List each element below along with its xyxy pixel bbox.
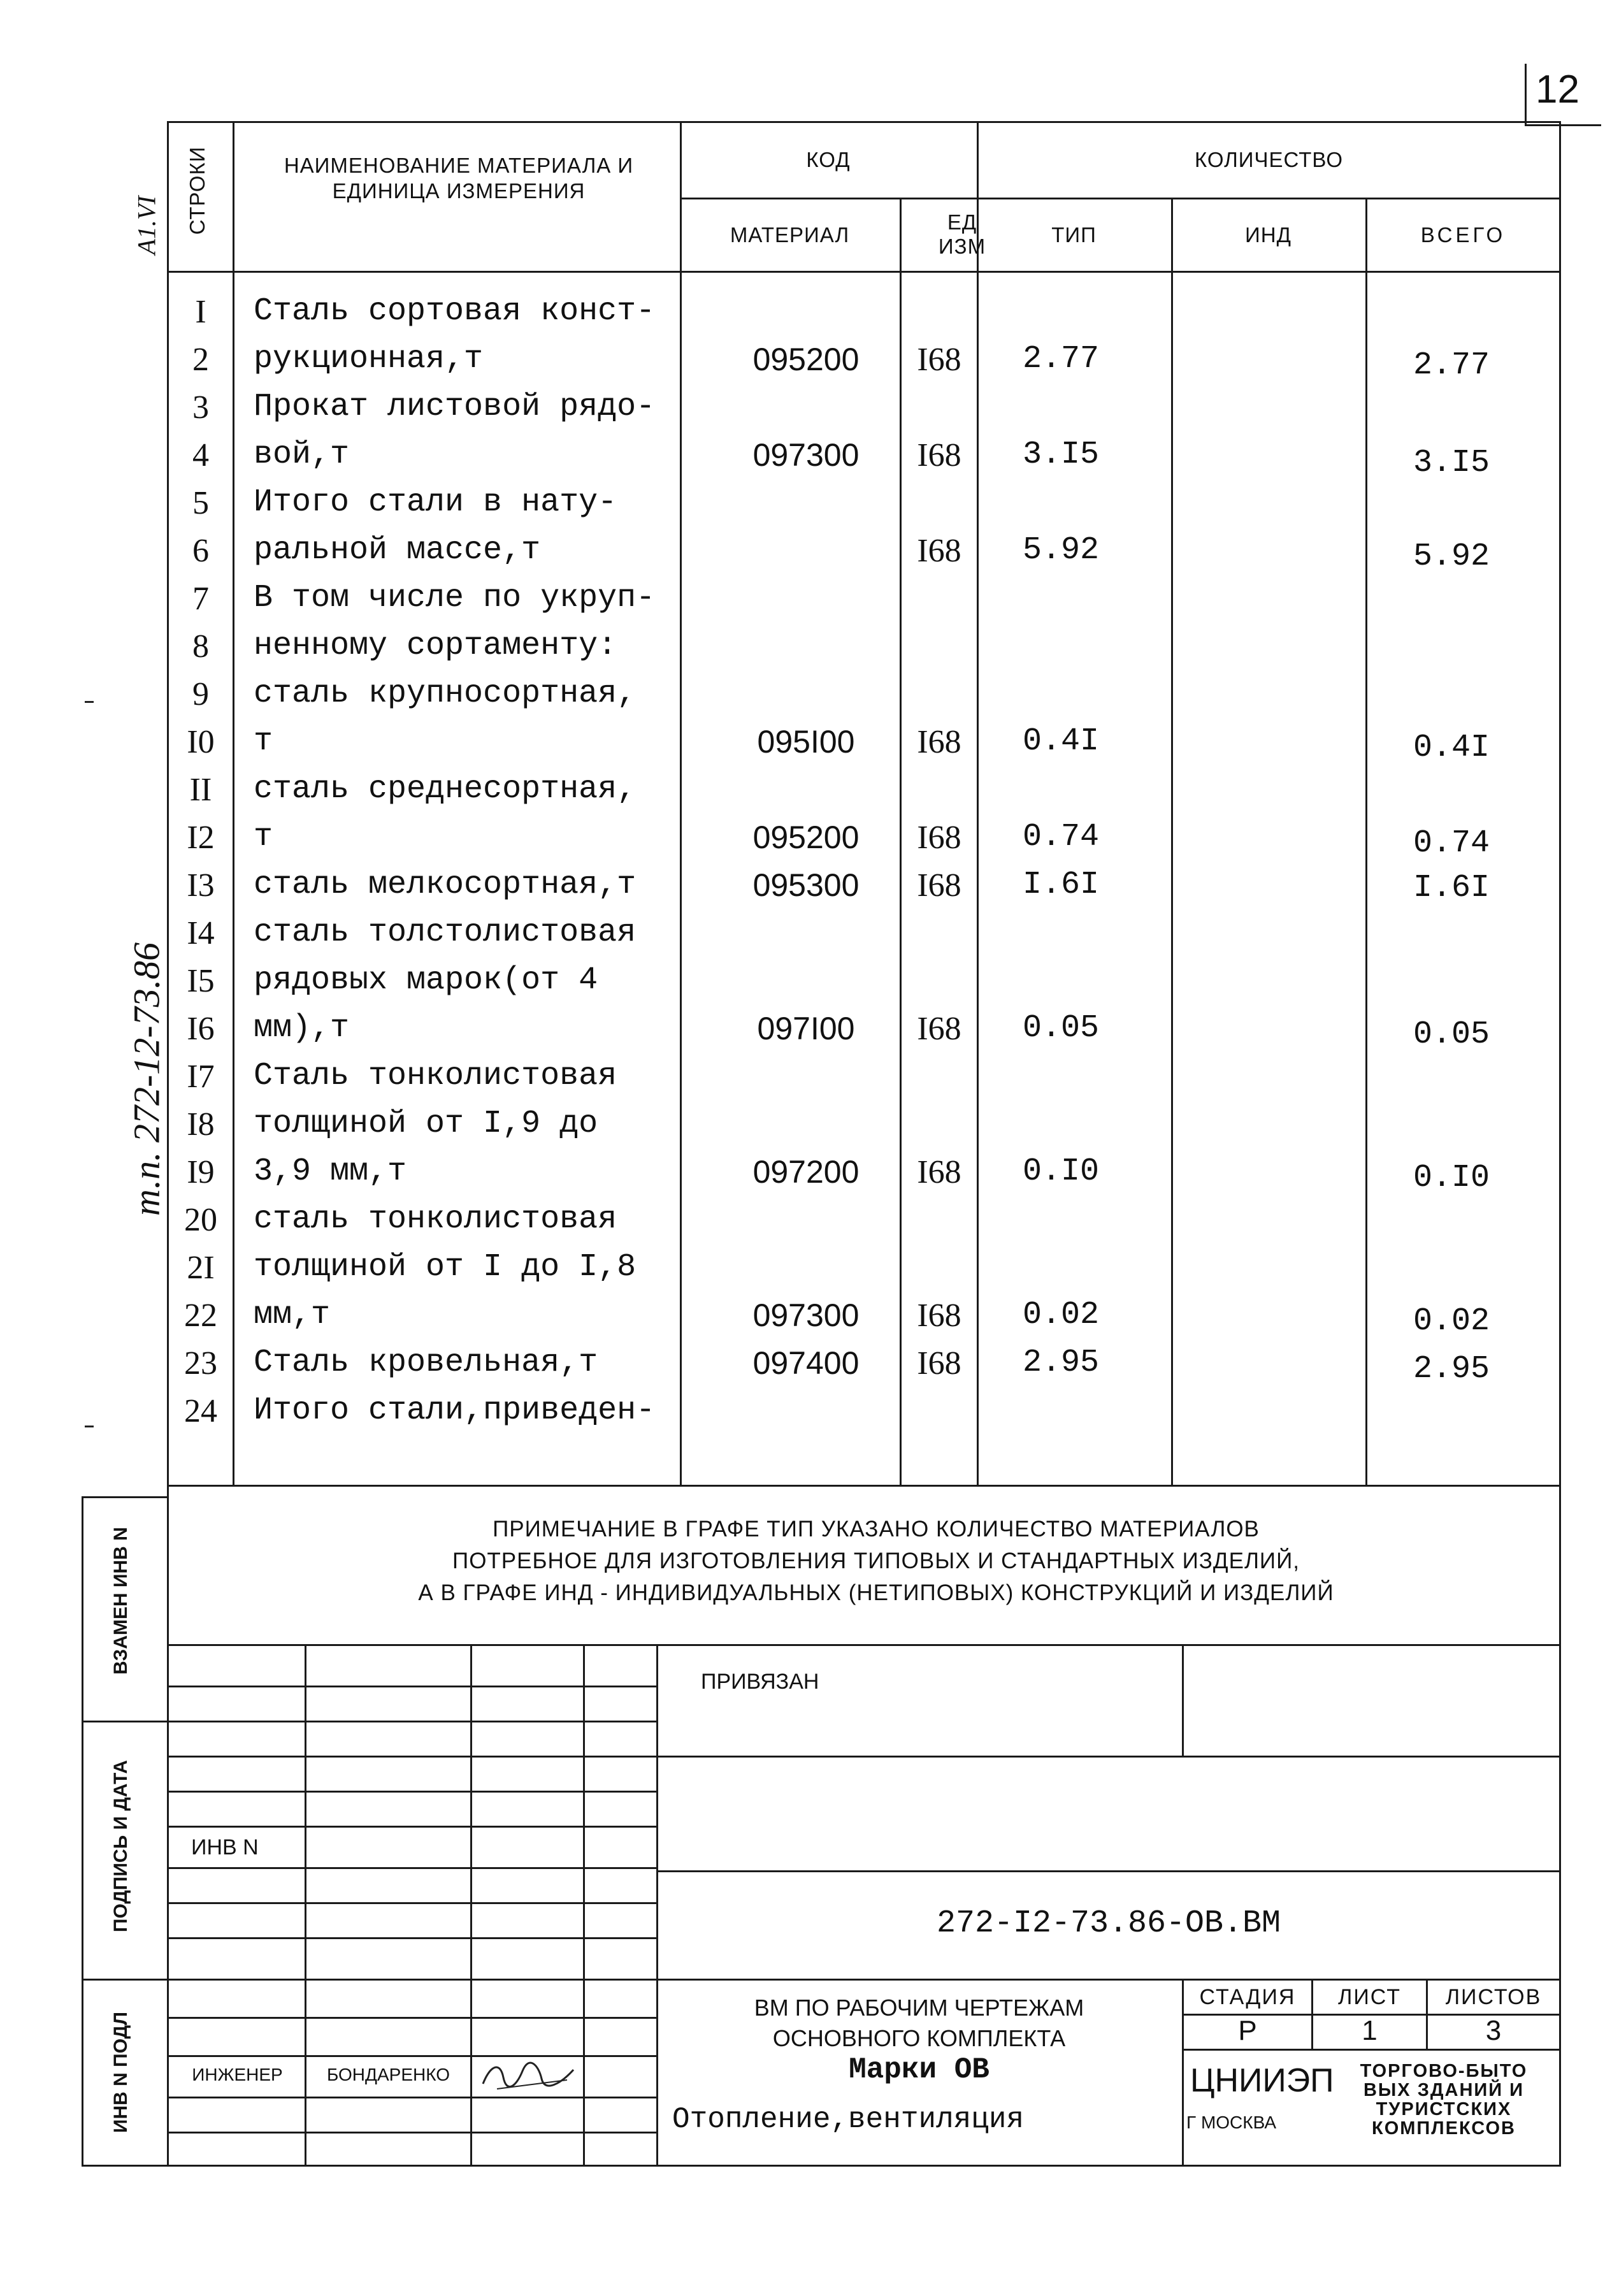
material-code: 095I00 xyxy=(757,724,855,760)
row-number: 9 xyxy=(192,676,209,712)
qty-total: 0.02 xyxy=(1413,1303,1490,1339)
stage-values-bottom xyxy=(1182,2049,1561,2051)
material-name: мм),т xyxy=(254,1010,350,1046)
row-number: 24 xyxy=(184,1393,217,1429)
qty-typ: 0.4I xyxy=(1023,723,1100,760)
margin-left-line xyxy=(82,1496,83,2167)
qty-total: 5.92 xyxy=(1413,538,1490,575)
qty-typ: 0.74 xyxy=(1023,819,1100,855)
header-material: МАТЕРИАЛ xyxy=(730,223,850,247)
stamp-row-7 xyxy=(167,1902,656,1904)
row-number: I5 xyxy=(187,963,215,999)
material-name: сталь тонколистовая xyxy=(254,1201,617,1238)
material-name: т xyxy=(254,819,273,855)
unit-code: I68 xyxy=(917,867,961,904)
org-desc-line-2: ВЫХ ЗДАНИЙ И xyxy=(1363,2080,1525,2100)
frame-top xyxy=(167,121,1561,123)
org-name: ЦНИИЭП xyxy=(1190,2062,1334,2099)
col-line-typ xyxy=(1171,198,1173,1485)
stamp-row-10 xyxy=(167,2017,656,2019)
stamp-row-8 xyxy=(167,1937,656,1939)
header-unit: ЕД ИЗМ xyxy=(938,210,986,258)
org-desc-line-1: ТОРГОВО-БЫТО xyxy=(1360,2061,1528,2081)
sheets-value: 3 xyxy=(1485,2015,1502,2046)
title-line-4: Отопление,вентиляция xyxy=(672,2103,1025,2136)
qty-total: 0.4I xyxy=(1413,730,1490,766)
stamp-row-1 xyxy=(167,1686,656,1687)
unit-code: I68 xyxy=(917,819,961,856)
material-code: 097200 xyxy=(752,1154,860,1190)
material-name: мм,т xyxy=(254,1297,331,1333)
sheet-number-underline xyxy=(1525,124,1601,126)
qty-typ: 2.95 xyxy=(1023,1345,1100,1381)
header-row: СТРОКИ xyxy=(185,146,209,235)
stamp-row-11 xyxy=(167,2055,656,2057)
row-number: 7 xyxy=(192,581,209,617)
row-number: 4 xyxy=(192,437,209,473)
row-number: I4 xyxy=(187,915,215,951)
col-line-ind xyxy=(1365,198,1367,1485)
margin-label-inv-podl: ИНВ N ПОДЛ xyxy=(110,2011,131,2134)
row-number: I xyxy=(195,294,206,330)
header-quantity: КОЛИЧЕСТВО xyxy=(1194,148,1343,171)
row-number: I9 xyxy=(187,1154,215,1190)
qty-typ: 5.92 xyxy=(1023,532,1100,568)
qty-typ: 0.I0 xyxy=(1023,1153,1100,1190)
material-name: ральной массе,т xyxy=(254,532,541,568)
material-name: т xyxy=(254,723,273,760)
stamp-attached-divider xyxy=(1182,1644,1184,1758)
qty-total: 0.74 xyxy=(1413,825,1490,862)
material-name: В том числе по укруп- xyxy=(254,580,656,616)
org-description xyxy=(1328,2061,1559,2138)
stage-label: СТАДИЯ xyxy=(1199,1985,1296,2009)
margin-label-podpis: ПОДПИСЬ И ДАТА xyxy=(110,1759,131,1933)
qty-typ: 0.05 xyxy=(1023,1010,1100,1046)
unit-code: I68 xyxy=(917,1297,961,1334)
margin-label-vzamen: ВЗАМЕН ИНВ N xyxy=(110,1527,131,1675)
title-line-3: Марки ОВ xyxy=(849,2053,989,2086)
unit-code: I68 xyxy=(917,1345,961,1382)
stage-value: Р xyxy=(1238,2015,1257,2046)
row-number: I0 xyxy=(187,724,215,760)
row-number: 23 xyxy=(184,1345,217,1382)
material-code: 097300 xyxy=(752,1297,860,1333)
material-code: 097I00 xyxy=(757,1011,855,1046)
qty-typ: 2.77 xyxy=(1023,341,1100,377)
row-number: I2 xyxy=(187,819,215,856)
stamp-col-1 xyxy=(305,1644,306,2167)
inv-label: ИНВ N xyxy=(191,1835,259,1859)
row-number: 8 xyxy=(192,628,209,665)
material-name: сталь толстолистовая xyxy=(254,914,637,951)
col-line-name xyxy=(680,121,682,1485)
margin-tick-1 xyxy=(85,701,94,703)
org-desc-line-3: ТУРИСТСКИХ xyxy=(1376,2099,1512,2119)
material-name: Сталь тонколистовая xyxy=(254,1058,617,1094)
stamp-row-3 xyxy=(167,1756,656,1758)
row-number: 3 xyxy=(192,389,209,426)
frame-bottom xyxy=(167,2165,1561,2167)
material-name: сталь среднесортная, xyxy=(254,771,637,807)
qty-typ: I.6I xyxy=(1023,867,1100,903)
material-name: 3,9 мм,т xyxy=(254,1153,407,1190)
sheet-value: 1 xyxy=(1362,2015,1378,2046)
header-ind: ИНД xyxy=(1245,223,1292,247)
col-line-unit xyxy=(977,121,979,1485)
row-number: I6 xyxy=(187,1011,215,1047)
material-code: 095200 xyxy=(752,819,860,855)
note-line-3: А В ГРАФЕ ИНД - ИНДИВИДУАЛЬНЫХ (НЕТИПОВЫХ) КОНСТРУКЦИЙ И ИЗДЕЛИЙ xyxy=(418,1580,1334,1605)
sheet-label: ЛИСТ xyxy=(1338,1985,1401,2009)
material-name: рядовых марок(от 4 xyxy=(254,962,598,999)
unit-code: I68 xyxy=(917,437,961,473)
stamp-row-13 xyxy=(167,2132,656,2134)
material-code: 095300 xyxy=(752,867,860,903)
note-line-1: ПРИМЕЧАНИЕ В ГРАФЕ ТИП УКАЗАНО КОЛИЧЕСТВО МАТЕРИАЛОВ xyxy=(493,1517,1260,1541)
stamp-row-4 xyxy=(167,1791,656,1793)
material-code: 095200 xyxy=(752,342,860,377)
title-line-2: ОСНОВНОГО КОМПЛЕКТА xyxy=(772,2025,1066,2051)
material-name: сталь мелкосортная,т xyxy=(254,867,637,903)
header-typ: ТИП xyxy=(1051,223,1097,247)
material-name: Сталь кровельная,т xyxy=(254,1345,598,1381)
doc-code: 272-I2-73.86-ОВ.ВМ xyxy=(936,1905,1281,1942)
header-bottom-line xyxy=(167,271,1561,273)
material-name: Итого стали,приведен- xyxy=(254,1392,656,1429)
row-number: 2I xyxy=(187,1250,215,1286)
row-number: 22 xyxy=(184,1297,217,1334)
attached-label: ПРИВЯЗАН xyxy=(701,1670,819,1694)
header-code: КОД xyxy=(806,148,851,171)
qty-total: 2.77 xyxy=(1413,347,1490,384)
row-number: 2 xyxy=(192,342,209,378)
engineer-signature xyxy=(478,2052,580,2097)
row-number: I7 xyxy=(187,1058,215,1095)
row-number: 5 xyxy=(192,485,209,521)
material-name: толщиной от I,9 до xyxy=(254,1106,598,1142)
header-mid-line xyxy=(680,198,1561,199)
stamp-col-3 xyxy=(583,1644,585,2167)
material-code: 097400 xyxy=(752,1345,860,1381)
stamp-row-2 xyxy=(167,1721,656,1722)
material-code: 097300 xyxy=(752,437,860,473)
title-line-1: ВМ ПО РАБОЧИМ ЧЕРТЕЖАМ xyxy=(754,1995,1084,2021)
row-number: I8 xyxy=(187,1106,215,1143)
album-label: A1.VI xyxy=(132,196,161,255)
stamp-row-9 xyxy=(167,1979,1561,1981)
row-number: 6 xyxy=(192,533,209,569)
stamp-code-top xyxy=(656,1870,1561,1872)
engineer-role: ИНЖЕНЕР xyxy=(192,2065,283,2084)
col-line-rownum xyxy=(233,121,234,1485)
material-name: Итого стали в нату- xyxy=(254,484,617,521)
org-city: Г МОСКВА xyxy=(1186,2112,1276,2132)
project-number-vertical: т.п. 272-12-73.86 xyxy=(126,942,168,1217)
stamp-col-2 xyxy=(470,1644,472,2167)
stamp-row-12 xyxy=(167,2097,656,2098)
sheet-number: 12 xyxy=(1536,68,1579,112)
header-total: ВСЕГО xyxy=(1420,223,1506,247)
material-name: толщиной от I до I,8 xyxy=(254,1249,637,1285)
qty-typ: 0.02 xyxy=(1023,1297,1100,1333)
unit-code: I68 xyxy=(917,1154,961,1190)
material-name: вой,т xyxy=(254,437,350,473)
qty-total: I.6I xyxy=(1413,870,1490,906)
qty-total: 3.I5 xyxy=(1413,445,1490,481)
material-name: ненному сортаменту: xyxy=(254,628,617,664)
material-name: сталь крупносортная, xyxy=(254,675,637,712)
stamp-row-6 xyxy=(167,1867,656,1869)
unit-code: I68 xyxy=(917,1011,961,1047)
frame-right xyxy=(1559,121,1561,2167)
stamp-row-5 xyxy=(167,1826,656,1828)
qty-typ: 3.I5 xyxy=(1023,437,1100,473)
material-name: Прокат листовой рядо- xyxy=(254,389,656,425)
org-desc-line-4: КОМПЛЕКСОВ xyxy=(1372,2118,1516,2139)
qty-total: 0.I0 xyxy=(1413,1160,1490,1196)
unit-code: I68 xyxy=(917,342,961,378)
row-number: 20 xyxy=(184,1202,217,1238)
stamp-attached-bottom xyxy=(656,1756,1561,1758)
unit-code: I68 xyxy=(917,533,961,569)
margin-tick-2 xyxy=(85,1426,94,1427)
qty-total: 0.05 xyxy=(1413,1016,1490,1053)
sheet-number-divider xyxy=(1525,64,1527,124)
material-name: рукционная,т xyxy=(254,341,484,377)
unit-code: I68 xyxy=(917,724,961,760)
table-bottom-line xyxy=(167,1485,1561,1487)
header-name: НАИМЕНОВАНИЕ МАТЕРИАЛА И ЕДИНИЦА ИЗМЕРЕНИЯ xyxy=(284,154,634,203)
engineer-name: БОНДАРЕНКО xyxy=(326,2065,450,2084)
row-number: I3 xyxy=(187,867,215,904)
row-number: II xyxy=(189,772,212,808)
material-name: Сталь сортовая конст- xyxy=(254,293,656,329)
note xyxy=(255,1513,1497,1609)
stamp-top xyxy=(167,1644,1561,1646)
sheets-label: ЛИСТОВ xyxy=(1445,1985,1542,2009)
note-line-2: ПОТРЕБНОЕ ДЛЯ ИЗГОТОВЛЕНИЯ ТИПОВЫХ И СТАНДАРТНЫХ ИЗДЕЛИЙ, xyxy=(452,1549,1300,1573)
qty-total: 2.95 xyxy=(1413,1351,1490,1387)
